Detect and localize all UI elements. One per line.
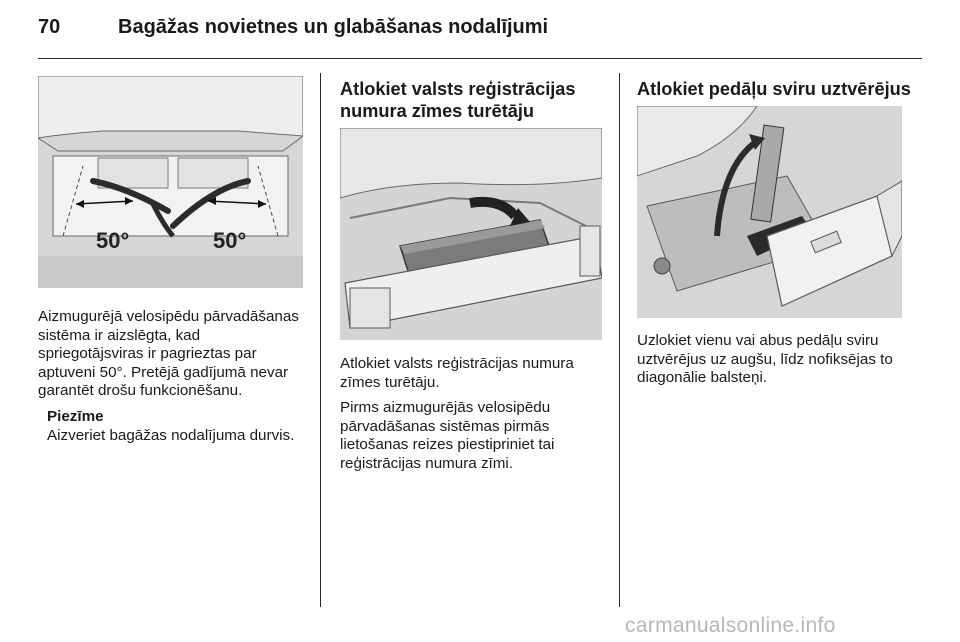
note-text: Aizveriet bagāžas nodalījuma durvis. [47, 426, 295, 444]
column-1-text [38, 308, 306, 445]
angle-label-right: 50° [213, 228, 247, 253]
column-divider-2 [619, 73, 620, 607]
bike-carrier-levers-illustration [38, 76, 303, 288]
lever-locking-paragraph: Aizmugurējā velosipēdu pārvadāšanas sistēma ir aizslēgta, kad spriegotājsviras ir pagrieztas par aptuveni 50°. Pretējā gadījumā nevar garantēt drošu funkcionēšanu. [38, 308, 299, 400]
note-block [38, 408, 306, 445]
watermark: carmanualsonline.info [625, 614, 836, 637]
section-heading-pedal-holders: Atlokiet pedāļu sviru uztvērējus [637, 79, 911, 99]
column-2-text [340, 355, 602, 481]
column-3-text [637, 332, 922, 395]
section-heading-license-plate: Atlokiet valsts reģistrācijas numura zīmes turētāju [340, 79, 576, 121]
angle-label-left: 50° [96, 228, 130, 253]
page-number: 70 [38, 16, 61, 38]
note-title: Piezīme [47, 407, 104, 425]
attach-plate-paragraph: Pirms aizmugurējās velosipēdu pārvadāšanas sistēmas pirmās lietošanas reizes piestipriniet tai reģistrācijas numura zīmi. [340, 399, 555, 472]
page-title: Bagāžas novietnes un glabāšanas nodalījumi [118, 16, 549, 38]
unfold-holder-paragraph: Atlokiet valsts reģistrācijas numura zīmes turētāju. [340, 355, 574, 391]
license-plate-holder-illustration [340, 128, 602, 340]
fold-up-holders-paragraph: Uzlokiet vienu vai abus pedāļu sviru uztvērējus uz augšu, līdz nofiksējas to diagonālie balsteņi. [637, 332, 893, 387]
header-divider [38, 58, 922, 59]
column-divider-1 [320, 73, 321, 607]
pedal-holder-illustration [637, 106, 902, 318]
